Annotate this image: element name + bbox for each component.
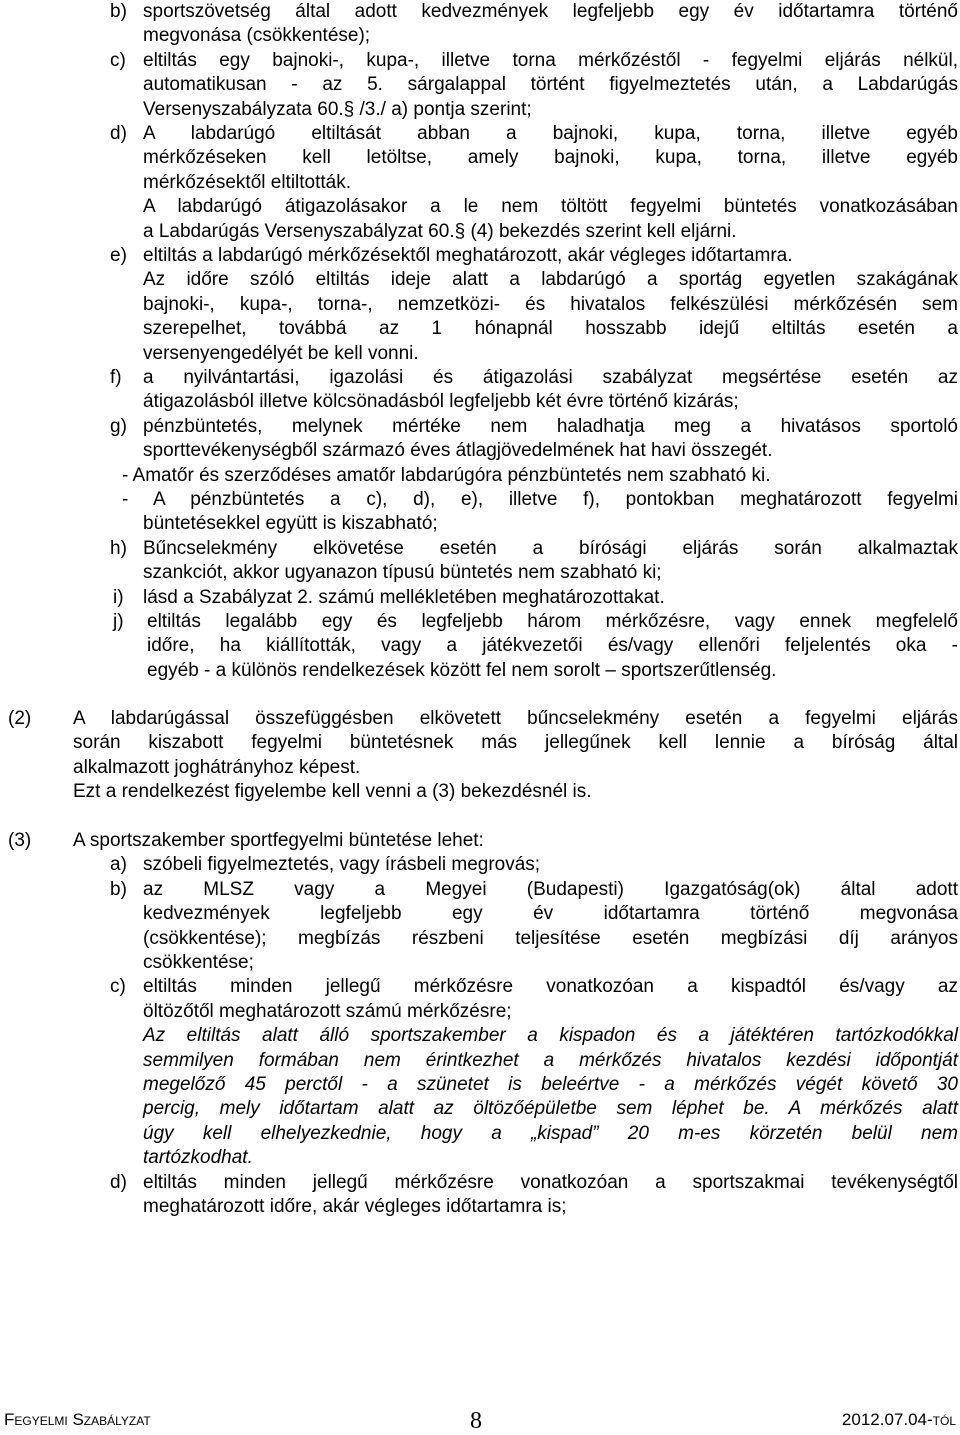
text-line: pénzbüntetés, melynek mértéke nem haladhatja meg a hivatásos sportoló [143,415,958,437]
italic-line: percig, mely időtartam alatt az öltözőépületbe sem léphet be. A mérkőzés alatt [143,1098,958,1120]
text-line: átigazolásból illetve kölcsönadásból legfeljebb két évre történő kizárás; [143,391,739,413]
item-label: i) [113,586,124,608]
page-number: 8 [470,1408,482,1434]
italic-line: úgy kell elhelyezkednie, hogy a „kispad” 20 m-es körzetén belül nem [143,1122,958,1144]
item-label: d) [110,123,127,144]
text-line: büntetésekkel együtt is kiszabható; [143,513,438,535]
text-line: eltiltás minden jellegű mérkőzésre vonatkozóan a sportszakmai tevékenységtől [143,1171,958,1193]
text-line: öltözőtől meghatározott számú mérkőzésre; [143,1000,512,1022]
footer-title: Fegyelmi Szabályzat [4,1410,151,1429]
text-line: szankciót, akkor ugyanazon típusú büntetés nem szabható ki; [143,562,662,584]
item-label: b) [110,878,127,900]
item-label: h) [110,537,127,559]
item-label: g) [110,415,127,437]
item-label: c) [110,976,126,998]
text-line: eltiltás a labdarúgó mérkőzésektől meghatározott, akár végleges időtartamra. [143,245,793,266]
italic-line: semmilyen formában nem érintkezhet a mérkőzés hivatalos kezdési időpontját [143,1049,958,1071]
text-line: eltiltás minden jellegű mérkőzésre vonatkozóan a kispadtól és/vagy az [143,976,958,998]
text-line: Az időre szóló eltiltás ideje alatt a labdarúgó a sportág egyetlen szakágának [143,269,958,291]
text-line: meghatározott időre, akár végleges időtartamra is; [143,1196,567,1217]
text-line: sportszövetség által adott kedvezmények legfeljebb egy év időtartamra történő [143,1,958,22]
text-line: - Amatőr és szerződéses amatőr labdarúgóra pénzbüntetés nem szabható ki. [122,464,771,486]
italic-line: tartózkodhat. [143,1147,253,1169]
text-line: A labdarúgással összefüggésben elkövetett bűncselekmény esetén a fegyelmi eljárás [73,708,958,729]
text-line: (csökkentése); megbízás részbeni teljesítése esetén megbízási díj arányos [143,927,958,949]
text-line: - A pénzbüntetés a c), d), e), illetve f), pontokban meghatározott fegyelmi [122,489,958,510]
text-line: során kiszabott fegyelmi büntetésnek más jellegűnek kell lennie a bíróság által [73,732,958,754]
item-label: a) [110,854,127,876]
item-label: e) [110,245,127,266]
text-line: Versenyszabályzata 60.§ /3./ a) pontja szerint; [143,98,532,120]
italic-line: Az eltiltás alatt álló sportszakember a kispadon és a játéktéren tartózkodókkal [143,1025,958,1047]
italic-line: megelőző 45 perctől - a szünetet is beleértve - a mérkőzés végét követő 30 [143,1074,958,1095]
text-line: mérkőzéseken kell letöltse, amely bajnoki, kupa, torna, illetve egyéb [143,147,958,169]
text-line: lásd a Szabályzat 2. számú mellékletében meghatározottakat. [143,586,665,608]
text-line: sporttevékenységből származó éves átlagjövedelmének hat havi összegét. [143,440,773,462]
text-line: az MLSZ vagy a Megyei (Budapesti) Igazgatóság(ok) által adott [143,878,958,900]
text-line: A labdarúgó átigazolásakor a le nem töltött fegyelmi büntetés vonatkozásában [143,196,958,218]
text-line: eltiltás legalább egy és legfeljebb három mérkőzésre, vagy ennek megfelelő [147,611,958,632]
footer-date: 2012.07.04-tól [841,1410,956,1429]
text-line: szerepelhet, továbbá az 1 hónapnál hosszabb idejű eltiltás esetén a [143,318,958,340]
text-line: a Labdarúgás Versenyszabályzat 60.§ (4) bekezdés szerint kell eljárni. [143,220,737,242]
text-line: eltiltás egy bajnoki-, kupa-, illetve torna mérkőzéstől - fegyelmi eljárás nélkül, [143,49,958,71]
item-label: b) [110,1,127,22]
text-line: kedvezmények legfeljebb egy év időtartamra történő megvonása [143,903,958,925]
section-label: (2) [8,708,32,729]
text-line: szóbeli figyelmeztetés, vagy írásbeli megrovás; [143,854,541,876]
item-label: c) [110,49,126,71]
text-line: csökkentése; [143,952,254,973]
text-line: alkalmazott joghátrányhoz képest. [73,756,361,778]
text-line: mérkőzésektől eltiltották. [143,171,352,193]
text-line: bajnoki-, kupa-, torna-, nemzetközi- és hivatalos felkészülési mérkőzésén sem [143,293,958,315]
text-line: A labdarúgó eltiltását abban a bajnoki, kupa, torna, illetve egyéb [143,123,958,144]
text-line: Bűncselekmény elkövetése esetén a bírósági eljárás során alkalmaztak [143,537,958,559]
text-line: A sportszakember sportfegyelmi büntetése lehet: [73,830,484,851]
text-line: időre, ha kiállították, vagy a játékvezetői és/vagy ellenőri feljelentés oka - [147,635,958,657]
item-label: f) [110,367,122,388]
page-footer [0,1408,960,1434]
item-label: j) [113,611,124,632]
item-label: d) [110,1171,127,1193]
text-line: egyéb - a különös rendelkezések között fel nem sorolt – sportszerűtlenség. [147,659,777,681]
section-label: (3) [8,830,32,851]
text-line: a nyilvántartási, igazolási és átigazolási szabályzat megsértése esetén az [143,367,958,388]
text-line: versenyengedélyét be kell vonni. [143,342,419,364]
text-line: megvonása (csökkentése); [143,25,371,47]
text-line: Ezt a rendelkezést figyelembe kell venni a (3) bekezdésnél is. [73,781,592,803]
text-line: automatikusan - az 5. sárgalappal történt figyelmeztetés után, a Labdarúgás [143,74,958,96]
